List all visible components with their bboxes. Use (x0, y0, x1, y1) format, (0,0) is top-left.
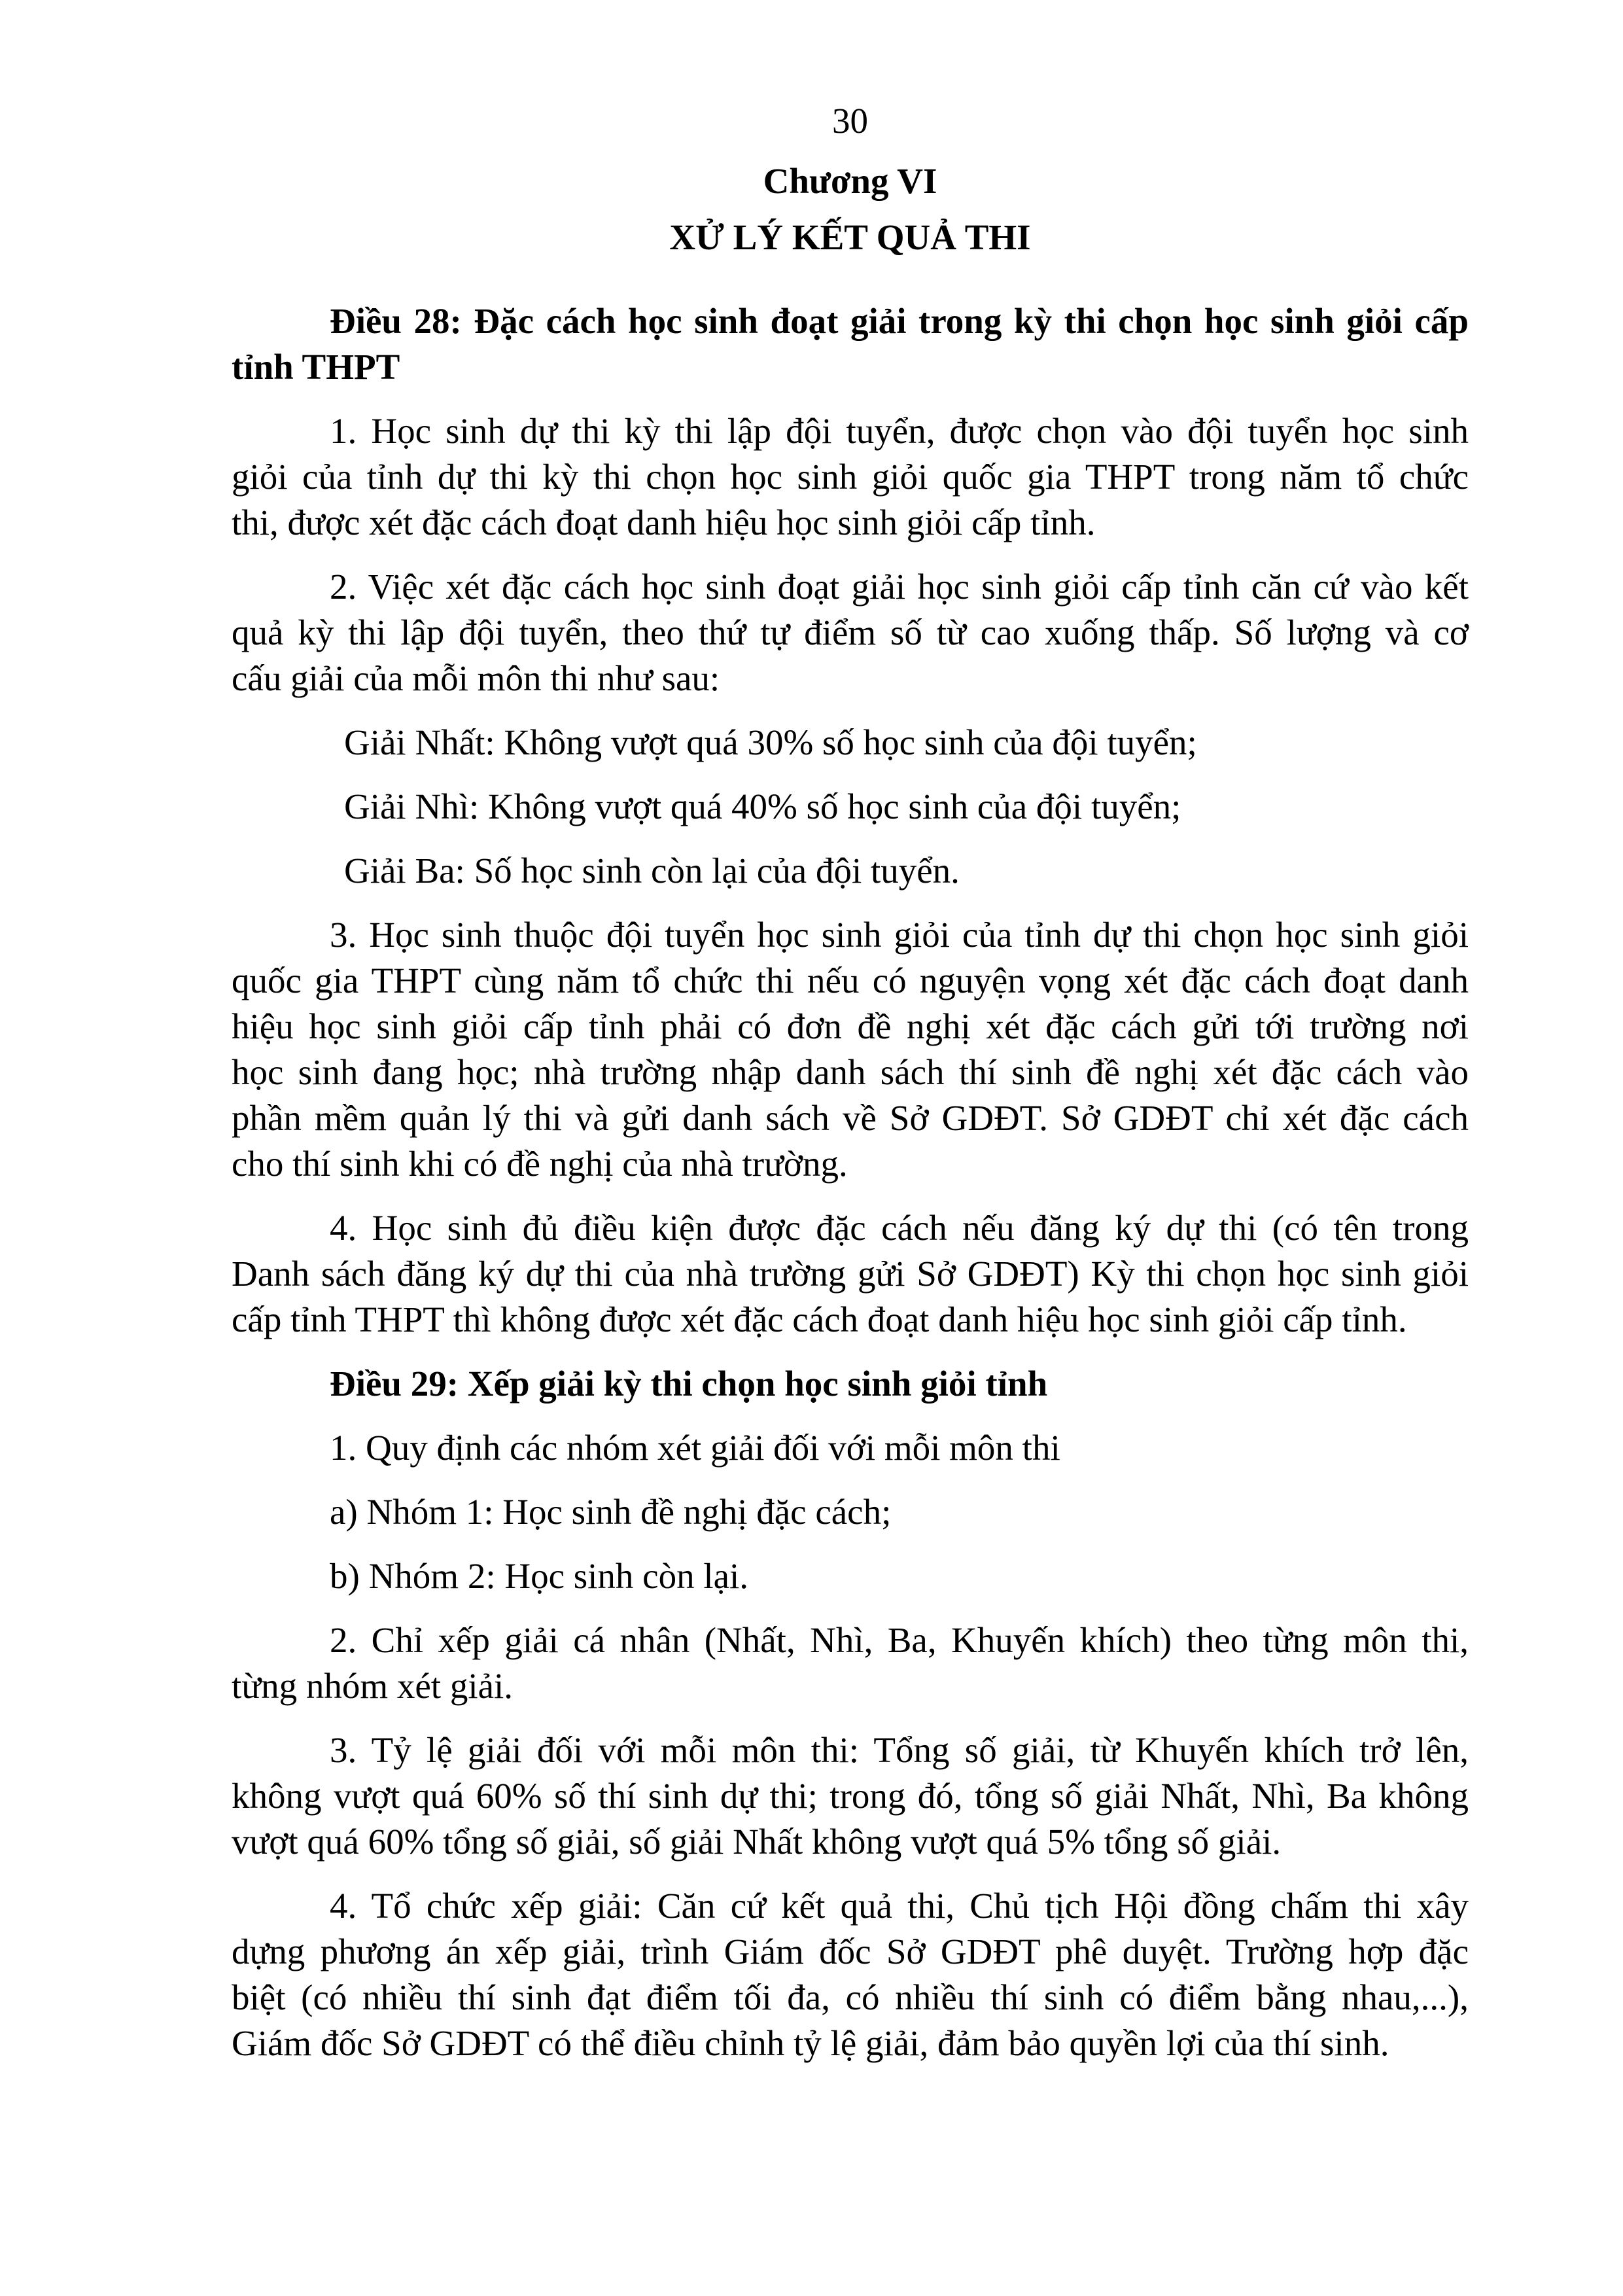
article-29-paragraph-1 (232, 1425, 1469, 1471)
chapter-title: XỬ LÝ KẾT QUẢ THI (669, 217, 1031, 257)
text-line: 4. Học sinh đủ điều kiện được đặc cách nếu đăng ký dự thi (có tên trong (330, 1208, 1469, 1248)
text-line: không vượt quá 60% số thí sinh dự thi; trong đó, tổng số giải Nhất, Nhì, Ba không (232, 1776, 1469, 1816)
text-line: biệt (có nhiều thí sinh đạt điểm tối đa, có nhiều thí sinh có điểm bằng nhau,...), (232, 1977, 1469, 2017)
text-line: giỏi của tỉnh dự thi kỳ thi chọn học sinh giỏi quốc gia THPT trong năm tổ chức (232, 457, 1469, 497)
text-line: 1. Học sinh dự thi kỳ thi lập đội tuyển, được chọn vào đội tuyển học sinh (330, 411, 1469, 451)
text-line: hiệu học sinh giỏi cấp tỉnh phải có đơn đề nghị xét đặc cách gửi tới trường nơi (232, 1006, 1469, 1046)
text-line: 2. Chỉ xếp giải cá nhân (Nhất, Nhì, Ba, Khuyến khích) theo từng môn thi, (330, 1620, 1469, 1660)
text-line: Điều 29: Xếp giải kỳ thi chọn học sinh giỏi tỉnh (330, 1364, 1048, 1404)
text-line: học sinh đang học; nhà trường nhập danh sách thí sinh đề nghị xét đặc cách vào (232, 1052, 1469, 1092)
text-line: Danh sách đăng ký dự thi của nhà trường gửi Sở GDĐT) Kỳ thi chọn học sinh giỏi (232, 1254, 1469, 1294)
text-line: Điều 28: Đặc cách học sinh đoạt giải trong kỳ thi chọn học sinh giỏi cấp (330, 301, 1469, 341)
text-line: Giám đốc Sở GDĐT có thể điều chỉnh tỷ lệ giải, đảm bảo quyền lợi của thí sinh. (232, 2023, 1389, 2063)
article-29-paragraph-3 (232, 1727, 1469, 1865)
text-line: từng nhóm xét giải. (232, 1666, 514, 1706)
text-line: Giải Nhất: Không vượt quá 30% số học sinh của đội tuyển; (344, 722, 1197, 762)
text-line: dựng phương án xếp giải, trình Giám đốc Sở GDĐT phê duyệt. Trường hợp đặc (232, 1932, 1469, 1971)
text-line: b) Nhóm 2: Học sinh còn lại. (330, 1556, 749, 1596)
text-line: 3. Tỷ lệ giải đối với mỗi môn thi: Tổng số giải, từ Khuyến khích trở lên, (330, 1730, 1469, 1770)
text-line: a) Nhóm 1: Học sinh đề nghị đặc cách; (330, 1492, 892, 1532)
text-line: quốc gia THPT cùng năm tổ chức thi nếu có nguyện vọng xét đặc cách đoạt danh (232, 961, 1469, 1000)
article-28-paragraph-2 (232, 564, 1469, 701)
text-line: cấu giải của mỗi môn thi như sau: (232, 658, 720, 698)
text-line: thi, được xét đặc cách đoạt danh hiệu học sinh giỏi cấp tỉnh. (232, 503, 1096, 542)
article-28-paragraph-1 (232, 408, 1469, 546)
document-body (232, 298, 1469, 2066)
text-line: cho thí sinh khi có đề nghị của nhà trường. (232, 1144, 848, 1184)
article-29-heading (232, 1361, 1469, 1407)
page-number: 30 (832, 101, 868, 141)
text-line: Giải Nhì: Không vượt quá 40% số học sinh của đội tuyển; (344, 786, 1181, 826)
prize-third-line (232, 848, 1469, 894)
text-line: Giải Ba: Số học sinh còn lại của đội tuyển. (344, 851, 960, 891)
article-29-paragraph-4 (232, 1883, 1469, 2066)
article-28-heading (232, 298, 1469, 390)
prize-first-line (232, 720, 1469, 766)
text-line: 3. Học sinh thuộc đội tuyển học sinh giỏi của tỉnh dự thi chọn học sinh giỏi (330, 915, 1469, 955)
article-29-item-b (232, 1553, 1469, 1599)
text-line: phần mềm quản lý thi và gửi danh sách về Sở GDĐT. Sở GDĐT chỉ xét đặc cách (232, 1098, 1469, 1138)
chapter-label: Chương VI (763, 161, 937, 201)
text-line: cấp tỉnh THPT thì không được xét đặc cách đoạt danh hiệu học sinh giỏi cấp tỉnh. (232, 1299, 1407, 1339)
text-line: 1. Quy định các nhóm xét giải đối với mỗi môn thi (330, 1428, 1060, 1468)
article-28-paragraph-4 (232, 1205, 1469, 1343)
text-line: vượt quá 60% tổng số giải, số giải Nhất không vượt quá 5% tổng số giải. (232, 1822, 1282, 1862)
article-29-item-a (232, 1489, 1469, 1535)
text-line: 4. Tổ chức xếp giải: Căn cứ kết quả thi, Chủ tịch Hội đồng chấm thi xây (330, 1886, 1469, 1926)
article-29-paragraph-2 (232, 1617, 1469, 1709)
text-line: 2. Việc xét đặc cách học sinh đoạt giải học sinh giỏi cấp tỉnh căn cứ vào kết (330, 567, 1469, 607)
text-line: quả kỳ thi lập đội tuyển, theo thứ tự điểm số từ cao xuống thấp. Số lượng và cơ (232, 612, 1469, 652)
article-28-paragraph-3 (232, 912, 1469, 1187)
text-line: tỉnh THPT (232, 347, 400, 387)
prize-second-line (232, 784, 1469, 830)
